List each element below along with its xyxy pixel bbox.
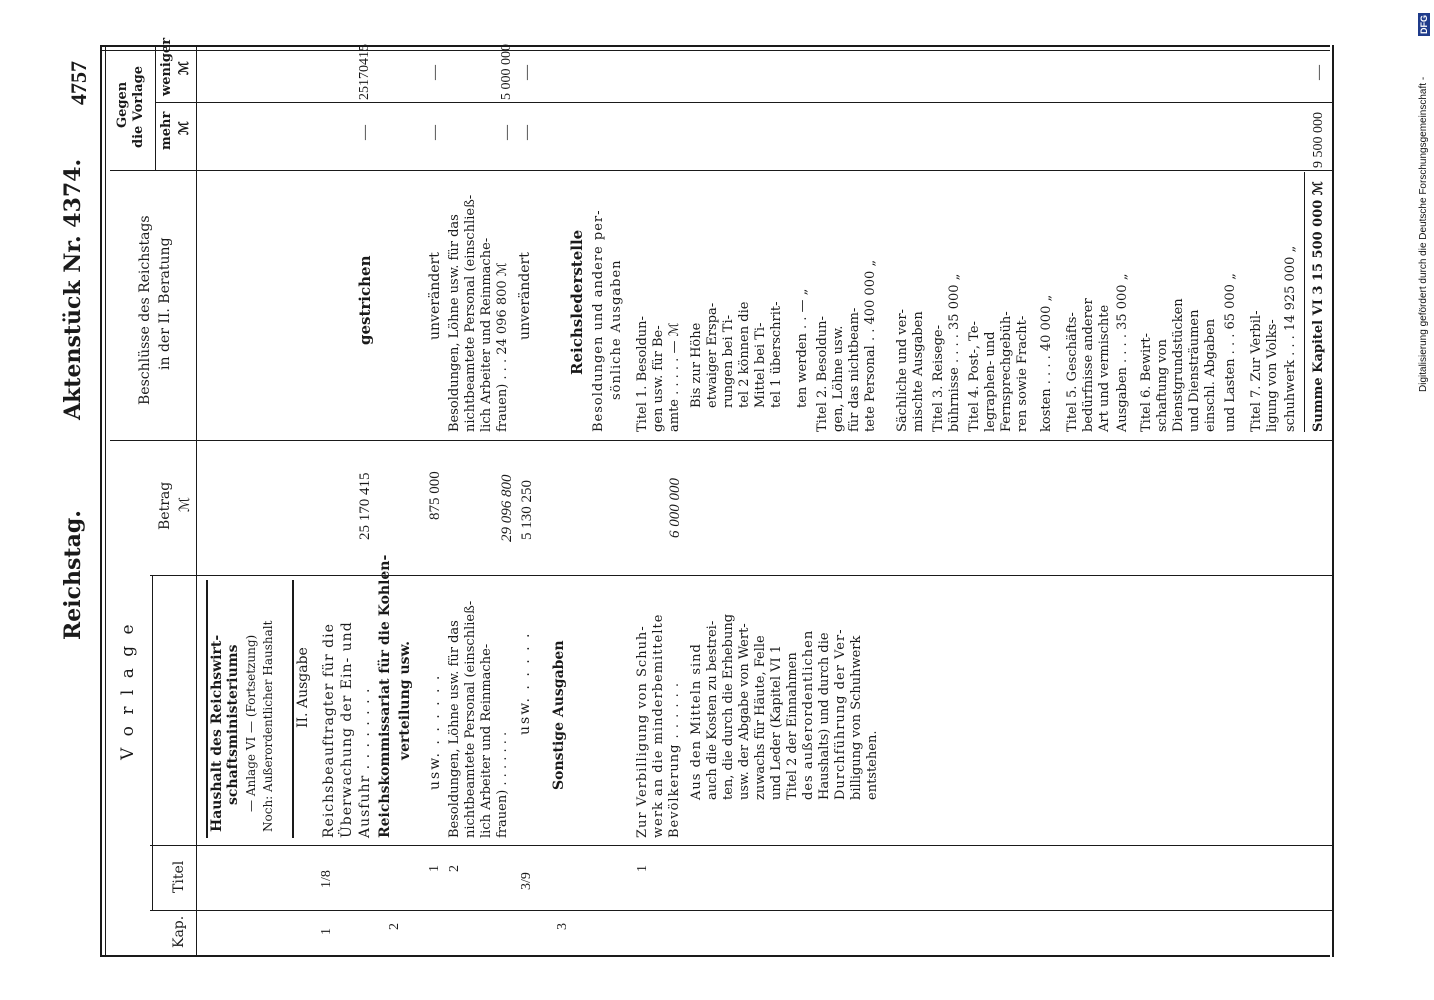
kap2-usw: usw. . . . . . . [427, 673, 443, 790]
col-gegen-1: Gegen [115, 81, 130, 128]
page-number: 4757 [66, 61, 91, 105]
weniger-3: 5 000 000 [499, 44, 514, 100]
beschluss-unveraendert-1: unverändert [427, 252, 443, 340]
col-gegen-2: die Vorlage [131, 66, 146, 148]
kap3-text-2: werk an die minderbemittelte [651, 613, 666, 838]
rs-sub-1: Besoldungen und andere per- [591, 209, 606, 432]
col-mehr-unit: ℳ [177, 121, 192, 135]
titel-2-2: 2 [447, 865, 462, 872]
rs-t1-b: gen usw. für Be- [651, 325, 666, 432]
dfg-credit-text: Digitalisierung gefördert durch die Deutsche Forschungsgemeinschaft - [1418, 76, 1429, 392]
rs-t4-d: ren sowie Fracht- [1015, 315, 1030, 432]
rs-t6-d: und Diensträumen [1187, 309, 1202, 432]
rs-t4-c: Fernsprechgebüh- [999, 311, 1014, 432]
dfg-logo: DFG [1419, 15, 1429, 34]
kap3-text-3: Bevölkerung . . . . . . [667, 681, 682, 838]
rs-t2-b: gen, Löhne usw. [831, 325, 846, 432]
beschluss-bes-2: nichtbeamtete Personal (einschließ- [463, 194, 478, 432]
weniger-4: — [519, 65, 535, 80]
rs-t6-e: einschl. Abgaben [1203, 318, 1218, 432]
kap-1: 1 [319, 928, 334, 935]
kap3-text-11: des außerordentlichen [801, 629, 816, 800]
rs-t4-b: legraphen- und [983, 331, 998, 432]
titel-3-9: 3/9 [519, 872, 534, 890]
sep-beschluesse-gegen [110, 170, 1334, 171]
rs-t3-a: Titel 3. Reisege- [931, 325, 946, 432]
kap3-heading: Sonstige Ausgaben [551, 640, 567, 790]
col-beschluesse-2: in der II. Beratung [157, 237, 173, 370]
weniger-2: — [427, 65, 443, 80]
col-weniger: weniger [159, 37, 174, 96]
rs-t6-b: schaftung von [1155, 339, 1170, 432]
kap2-bes-3: lich Arbeiter und Reinmache- [479, 643, 494, 838]
vorlage-header-sep [152, 575, 153, 910]
rs-sub-2: sönliche Ausgaben [609, 259, 624, 400]
haushalt-anlage: — Anlage VI — (Fortsetzung) [244, 634, 258, 812]
kap2-usw-2: usw. . . . . . [517, 631, 533, 735]
mehr-2: — [427, 125, 443, 140]
kap3-text-10: Titel 2 der Einnahmen [785, 652, 800, 800]
col-mehr: mehr [159, 111, 174, 150]
kap3-text-4: Aus den Mitteln sind [689, 643, 704, 800]
haushalt-title-1: Haushalt des Reichswirt- [209, 634, 225, 832]
mehr-4: — [519, 125, 535, 140]
rs-t1-c: amte . . . . . — ℳ [667, 322, 682, 432]
weniger-5: — [1311, 65, 1327, 80]
gegen-header-sep [155, 45, 156, 170]
mehr-1: — [357, 125, 373, 140]
rs-t7-a: Titel 7. Zur Verbil- [1249, 310, 1264, 432]
betrag-4: 5 130 250 [519, 480, 535, 540]
weniger-1: 25170415 [357, 44, 372, 100]
rs-t3-b: bührnisse . . . . 35 000 „ [947, 273, 962, 432]
col-betrag: Betrag [157, 481, 173, 530]
kap3-text-14: billigung von Schuhwerk [849, 635, 864, 800]
kap1-text-1: Reichsbeauftragter für die [321, 623, 337, 838]
titel-3-1: 1 [635, 865, 650, 872]
rs-t2-a: Titel 2. Besoldun- [815, 316, 830, 432]
sep-vorlage-betrag [150, 575, 1334, 576]
kap2-heading-2: verteilung usw. [397, 640, 413, 760]
frame-double-line-top [100, 45, 1330, 47]
col-weniger-unit: ℳ [177, 61, 192, 75]
rs-s-1: Sächliche und ver- [895, 309, 910, 432]
header-center: Aktenstück Nr. 4374. [60, 158, 86, 420]
kap3-text-15: entstehen. [865, 730, 880, 800]
frame-double-line-top-2 [100, 50, 1330, 51]
kap2-heading-1: Reichskommissariat für die Kohlen- [377, 554, 393, 838]
rs-t1-a: Titel 1. Besoldun- [635, 316, 650, 432]
summe-kapitel: Summe Kapitel VI 3 15 500 000 ℳ [1311, 181, 1326, 432]
rs-t2-c: für das nichtbeam- [847, 307, 862, 432]
kap1-text-2: Überwachung der Ein- und [339, 621, 355, 838]
col-titel: Titel [171, 860, 187, 893]
frame-left-double-2 [105, 45, 106, 957]
frame-right [1332, 45, 1334, 957]
col-kap: Kap. [171, 915, 187, 948]
col-beschluesse-1: Beschlüsse des Reichstags [137, 215, 153, 405]
rs-t4-a: Titel 4. Post-, Te- [967, 321, 982, 432]
header-left: Reichstag. [60, 510, 86, 640]
kap3-text-13: Durchführung der Ver- [833, 628, 848, 800]
betrag-3: 29 096 800 [499, 474, 515, 542]
kap3-text-6: ten, die durch die Erhebung [721, 613, 736, 800]
kap3-text-7: usw. der Abgabe von Wert- [737, 623, 752, 800]
beschluss-gestrichen: gestrichen [356, 255, 374, 345]
titel-1-8: 1/8 [319, 870, 334, 888]
rs-t6-f: und Lasten . . . 65 000 „ [1223, 273, 1238, 432]
rs-t1-f: rungen bei Ti- [721, 314, 736, 408]
kap2-bes-4: frauen) . . . . . . . [495, 731, 510, 838]
kap-2: 2 [387, 923, 402, 930]
mehr-3: — [499, 125, 515, 140]
mehr-5: 9 500 000 [1311, 112, 1326, 168]
sep-betrag-beschluesse [110, 440, 1334, 441]
betrag-1: 25 170 415 [357, 472, 373, 540]
frame-line-bottom [100, 955, 1330, 957]
ausgabe-heading: II. Ausgabe [295, 647, 311, 728]
kap3-text-12: Haushalts) und durch die [817, 632, 832, 800]
rs-t1-j: ten werden . . — „ [795, 288, 810, 408]
betrag-5: 6 000 000 [667, 478, 683, 538]
rs-t1-e: etwaiger Erspa- [705, 302, 720, 408]
sep-mehr-weniger [155, 102, 1334, 103]
kap2-bes-1: Besoldungen, Löhne usw. für das [447, 620, 462, 838]
summe-top-rule [1304, 172, 1305, 432]
rs-t7-c: schuhwerk . . . 14 925 000 „ [1283, 245, 1298, 432]
rs-t5-d: Ausgaben . . . . 35 000 „ [1115, 273, 1130, 432]
rs-t2-d: tete Personal . . 400 000 „ [863, 259, 878, 432]
col-vorlage: V o r l a g e [118, 621, 138, 760]
rs-t1-i: tel 1 überschrit- [769, 301, 784, 408]
beschluss-unveraendert-2: unverändert [517, 252, 533, 340]
haushalt-noch: Noch: Außerordentlicher Haushalt [261, 620, 275, 832]
frame-left-double [100, 45, 102, 957]
rs-s-2: mischte Ausgaben [911, 311, 926, 432]
rs-t5-a: Titel 5. Geschäfts- [1065, 312, 1080, 432]
titel-2-1: 1 [427, 865, 442, 872]
rs-t1-h: Mittel bei Ti- [753, 322, 768, 408]
rs-t6-c: Dienstgrundstücken [1171, 298, 1186, 432]
haushalt-title-2: schaftsministeriums [225, 644, 241, 805]
kap2-bes-2: nichtbeamtete Personal (einschließ- [463, 600, 478, 838]
beschluss-bes-1: Besoldungen, Löhne usw. für das [447, 214, 462, 432]
kap1-text-3: Ausfuhr . . . . . . . . [357, 687, 373, 838]
rs-t7-b: ligung von Volks- [1265, 319, 1280, 432]
rs-t1-g: tel 2 können die [737, 301, 752, 408]
sep-kap-titel [150, 910, 1334, 911]
kap3-text-9: und Leder (Kapitel VI 1 [769, 644, 784, 800]
rs-t5-b: bedürfnisse anderer [1081, 298, 1096, 432]
rs-t5-c: Art und vermischte [1097, 304, 1112, 432]
col-betrag-unit: ℳ [177, 497, 193, 512]
kap3-text-5: auch die Kosten zu bestrei- [705, 620, 720, 800]
beschluss-bes-4: frauen) . . . 24 096 800 ℳ [495, 262, 510, 432]
sep-titel-vorlage [150, 845, 1334, 846]
kap3-text-1: Zur Verbilligung von Schuh- [635, 625, 650, 838]
rs-t6-a: Titel 6. Bewirt- [1139, 333, 1154, 432]
rs-t4-e: kosten . . . . 40 000 „ [1039, 294, 1054, 432]
kap-3: 3 [555, 923, 570, 930]
header-separator [196, 45, 197, 957]
beschluss-bes-3: lich Arbeiter und Reinmache- [479, 237, 494, 432]
betrag-2: 875 000 [427, 471, 443, 520]
rs-heading: Reichslederstelle [568, 229, 586, 375]
rs-t1-d: Bis zur Höhe [689, 322, 704, 408]
kap3-text-8: zuwachs für Häute, Felle [753, 635, 768, 800]
